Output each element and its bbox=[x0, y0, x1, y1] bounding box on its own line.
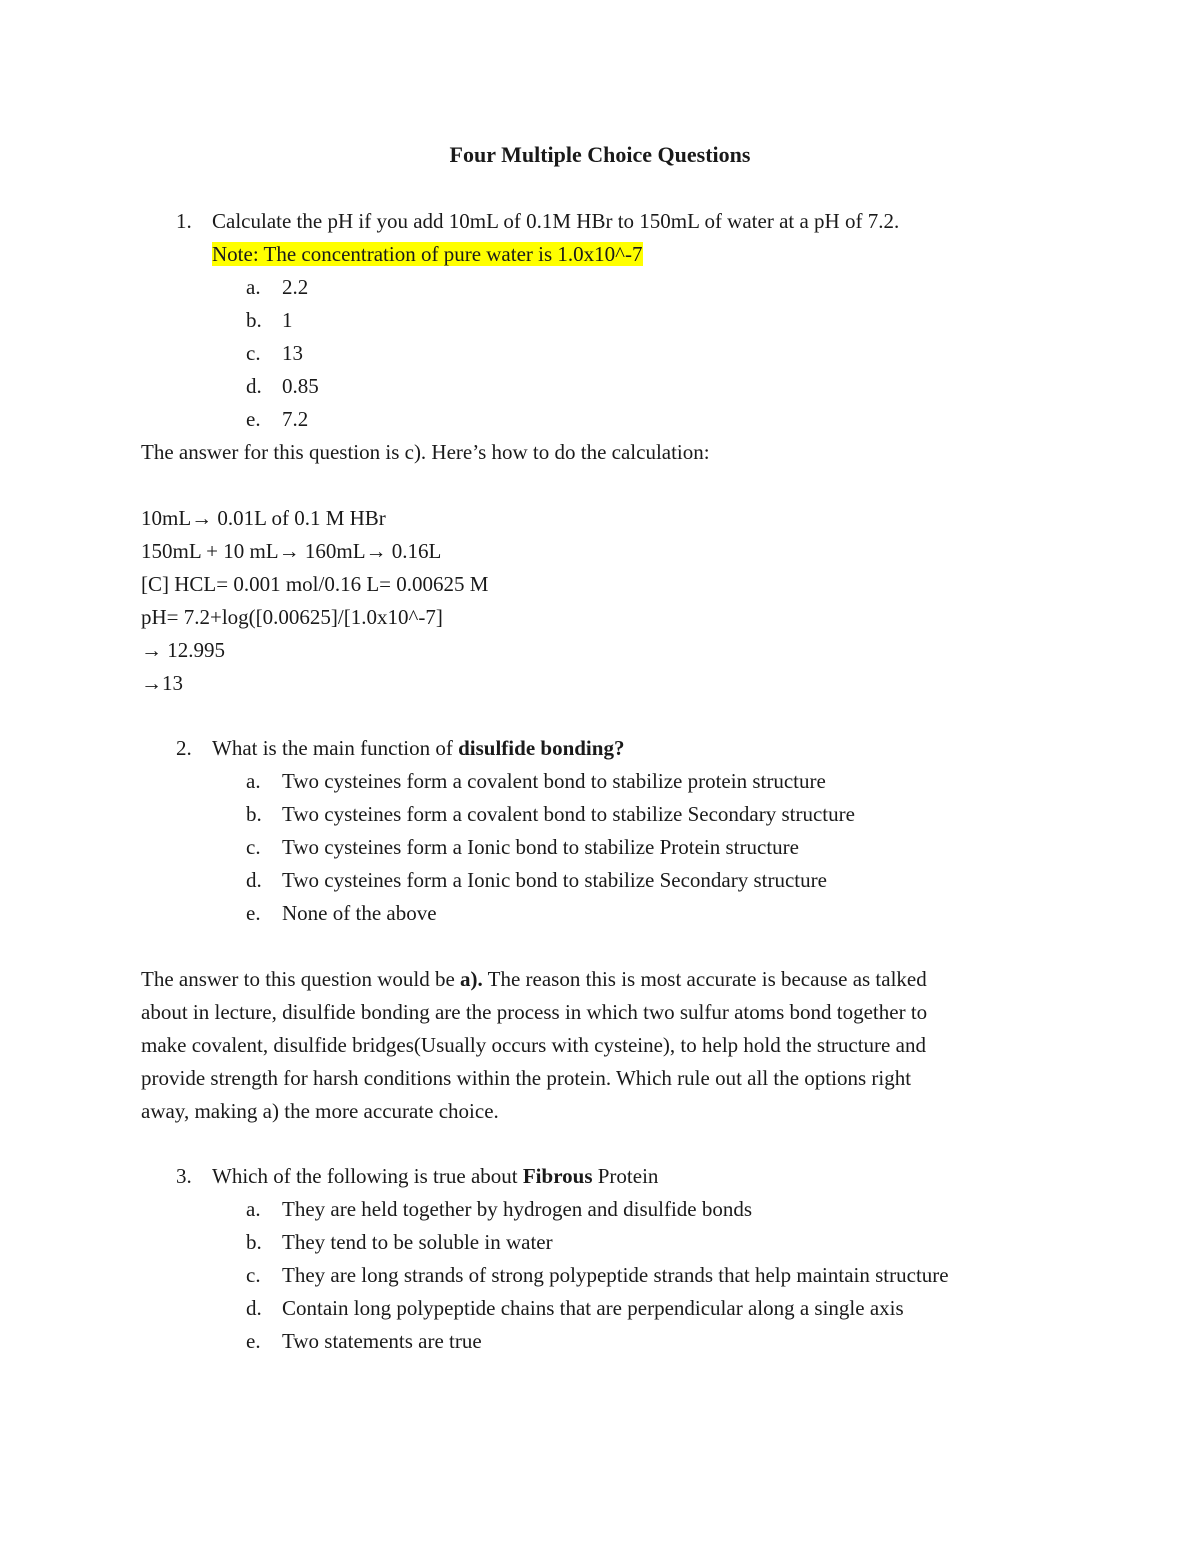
option-text: Contain long polypeptide chains that are perpendicular along a single axis bbox=[282, 1296, 904, 1320]
option-text: None of the above bbox=[282, 901, 437, 925]
calc-line: [C] HCL= 0.001 mol/0.16 L= 0.00625 M bbox=[141, 572, 489, 596]
option-letter: c. bbox=[246, 835, 261, 859]
calc-line: 150mL + 10 mL→ 160mL→ 0.16L bbox=[141, 539, 442, 563]
question-text: Which of the following is true about bbox=[212, 1164, 523, 1188]
question-emphasis: disulfide bonding? bbox=[458, 736, 625, 760]
answer-text: The reason this is most accurate is because as talked bbox=[482, 967, 927, 991]
option-letter: b. bbox=[246, 1230, 262, 1254]
option-text: They are long strands of strong polypeptide strands that help maintain structure bbox=[282, 1263, 949, 1287]
question-2-text bbox=[212, 734, 624, 762]
option-text: Two cysteines form a Ionic bond to stabilize Protein structure bbox=[282, 835, 799, 859]
answer-line: about in lecture, disulfide bonding are the process in which two sulfur atoms bond together to bbox=[141, 1000, 928, 1024]
option-text: 13 bbox=[282, 341, 303, 365]
question-emphasis: Fibrous bbox=[522, 1164, 593, 1188]
option-letter: d. bbox=[246, 1296, 262, 1320]
calc-line: →13 bbox=[141, 671, 183, 695]
answer-line: make covalent, disulfide bridges(Usually occurs with cysteine), to help hold the structure and bbox=[141, 1033, 926, 1057]
option-text: They tend to be soluble in water bbox=[282, 1230, 553, 1254]
option-text: 7.2 bbox=[282, 407, 309, 431]
question-1-note bbox=[212, 240, 643, 268]
option-letter: c. bbox=[246, 341, 261, 365]
question-text: Protein bbox=[592, 1164, 659, 1188]
option-text: Two cysteines form a covalent bond to stabilize protein structure bbox=[282, 769, 826, 793]
option-letter: a. bbox=[246, 275, 261, 299]
answer-text: The answer to this question would be bbox=[141, 967, 461, 991]
question-number: 1. bbox=[176, 209, 192, 233]
option-text: 1 bbox=[282, 308, 293, 332]
option-letter: b. bbox=[246, 308, 262, 332]
question-text: What is the main function of bbox=[212, 736, 459, 760]
option-letter: a. bbox=[246, 769, 261, 793]
answer-line bbox=[141, 965, 927, 993]
option-letter: a. bbox=[246, 1197, 261, 1221]
answer-emphasis: a). bbox=[460, 967, 483, 991]
option-text: Two statements are true bbox=[282, 1329, 482, 1353]
calc-line: pH= 7.2+log([0.00625]/[1.0x10^-7] bbox=[141, 605, 443, 629]
answer-line: away, making a) the more accurate choice. bbox=[141, 1099, 499, 1123]
question-3-text bbox=[212, 1162, 658, 1190]
option-letter: e. bbox=[246, 1329, 261, 1353]
option-letter: e. bbox=[246, 901, 261, 925]
question-1-text: Calculate the pH if you add 10mL of 0.1M HBr to 150mL of water at a pH of 7.2. bbox=[212, 209, 900, 233]
calc-line: → 12.995 bbox=[141, 638, 225, 662]
question-number: 2. bbox=[176, 736, 192, 760]
option-text: 0.85 bbox=[282, 374, 319, 398]
highlighted-note: Note: The concentration of pure water is 1.0x10^-7 bbox=[212, 242, 643, 266]
option-letter: d. bbox=[246, 868, 262, 892]
calc-line: 10mL→ 0.01L of 0.1 M HBr bbox=[141, 506, 386, 530]
option-letter: b. bbox=[246, 802, 262, 826]
option-text: 2.2 bbox=[282, 275, 309, 299]
option-text: They are held together by hydrogen and disulfide bonds bbox=[282, 1197, 753, 1221]
answer-text: The answer for this question is c). Here’s how to do the calculation: bbox=[141, 440, 710, 464]
page-title: Four Multiple Choice Questions bbox=[449, 142, 751, 167]
option-text: Two cysteines form a Ionic bond to stabilize Secondary structure bbox=[282, 868, 827, 892]
option-letter: e. bbox=[246, 407, 261, 431]
option-text: Two cysteines form a covalent bond to stabilize Secondary structure bbox=[282, 802, 855, 826]
option-letter: c. bbox=[246, 1263, 261, 1287]
question-number: 3. bbox=[176, 1164, 192, 1188]
option-letter: d. bbox=[246, 374, 262, 398]
answer-line: provide strength for harsh conditions within the protein. Which rule out all the options right bbox=[141, 1066, 912, 1090]
